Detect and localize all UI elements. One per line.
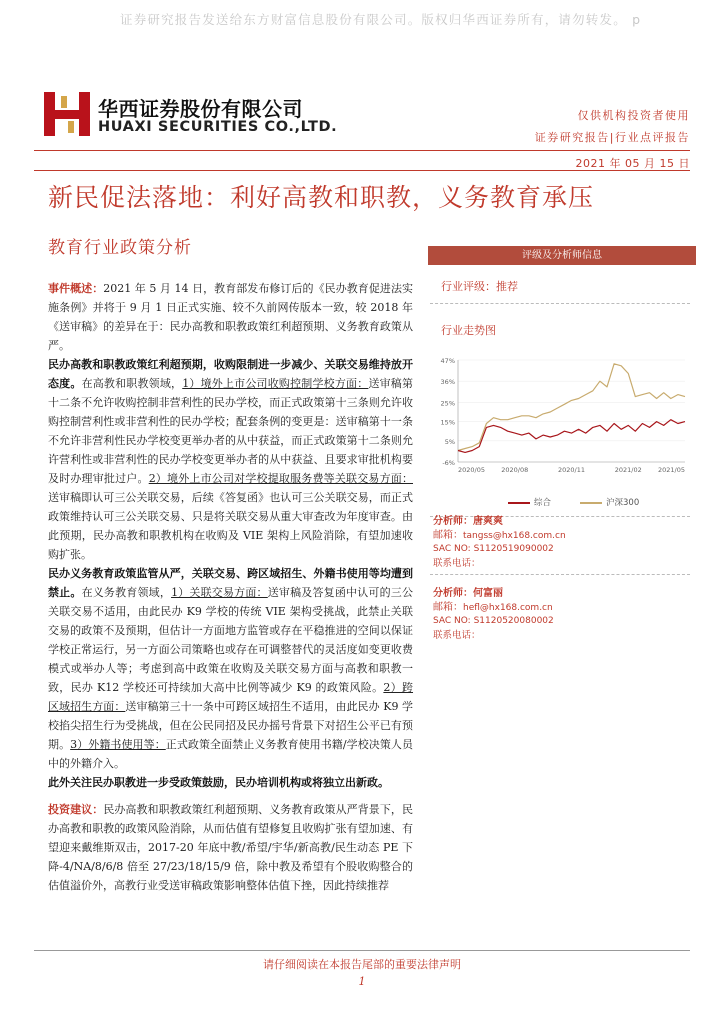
legend-swatch-composite — [508, 502, 530, 504]
compulsory-education-paragraph — [48, 564, 413, 773]
series-line-composite — [458, 420, 685, 453]
compulsory-education-heading: 民办义务教育政策监管从严，关联交易、跨区域招生、外籍书使用等均遭到禁止。 — [48, 567, 413, 599]
vocational-note-paragraph — [48, 773, 413, 792]
x-tick-label: 2021/05 — [657, 466, 685, 474]
sac-label: SAC NO: — [433, 544, 471, 554]
event-summary-label: 事件概述： — [48, 282, 104, 295]
footer-divider — [34, 950, 690, 951]
industry-trend-chart — [430, 352, 690, 482]
legend-label-hs300: 沪深300 — [606, 498, 640, 508]
body-text: 送审稿第三十一条中可跨区域招生不适用，由此民办 K9 学校掐尖招生行为受挑战，但在公民同招及民办摇号背景下对招生公平已有预期。 — [48, 700, 413, 751]
y-tick-label: 25% — [440, 399, 455, 408]
vocational-note: 此外关注民办职教进一步受政策鼓励，民办培训机构或将独立出新政。 — [48, 776, 389, 789]
analyst-block-2 — [433, 587, 554, 642]
y-tick-label: 5% — [444, 437, 455, 446]
analyst-sac-no: S1120519090002 — [473, 544, 554, 554]
body-text: 在义务教育领域， — [81, 586, 172, 599]
y-tick-label: 36% — [440, 378, 455, 387]
body-text: 在高教和职教领域， — [81, 377, 183, 390]
page-number: 1 — [358, 975, 366, 988]
investment-advice-label: 投资建议： — [48, 803, 104, 816]
company-name-en: HUAXI SECURITIES CO.,LTD. — [98, 119, 338, 135]
y-tick-label: 15% — [440, 418, 455, 427]
analyst-label: 分析师： — [433, 516, 473, 527]
report-type: 证券研究报告|行业点评报告 — [534, 131, 690, 144]
analyst-block-1 — [433, 515, 566, 570]
phone-label: 联系电话： — [433, 629, 481, 641]
body-text: 送审稿第十二条不允许收购控制非营利性的民办学校，而正式政策第十三条则允许收购控制营利性或非营利性的民办学校；配套条例的变更是：送审稿第十一条不允许非营利性民办学校变更举办者的从中获益，而正式政策第十二条则允许营利性或非营利性的民办学校变更举办者的从中获益、且要求审批机构要及时办理审批过户。 — [48, 377, 413, 485]
body-text: 正式政策全面禁止义务教育使用书籍/学校决策人员中的外籍介入。 — [48, 738, 413, 770]
analyst-name: 唐爽爽 — [473, 516, 503, 527]
analyst-sac-no: S1120520080002 — [473, 616, 554, 626]
x-tick-label: 2020/08 — [501, 466, 529, 474]
y-tick-label: -6% — [442, 459, 455, 467]
report-date: 2021 年 05 月 15 日 — [575, 157, 690, 170]
foreign-books-subheading: 3）外籍书使用等： — [70, 738, 166, 751]
huaxi-logo-icon — [44, 92, 90, 136]
chart-legend — [430, 496, 690, 516]
report-subtitle: 教育行业政策分析 — [48, 238, 192, 258]
panel-divider — [430, 303, 690, 304]
investment-advice-text: 民办高教和职教政策红利超预期、义务教育政策从严背景下，民办高教和职教的政策风险消除，从而估值有望修复且收购扩张有望加速、有望迎来戴维斯双击，2017-20 年底中教/希望/宇华/新高教/民生动态 PE 下降-4/NA/8/6/8 倍至 27/23/18/15/9 倍，除中教及希望有个股收购整合的估值溢价外，高教行业受送审稿政策影响整体估值下挫，因此持续推荐 — [48, 803, 413, 892]
analyst-email[interactable]: tangss@hx168.com.cn — [463, 530, 566, 541]
event-summary-paragraph — [48, 279, 413, 355]
email-label: 邮箱： — [433, 601, 463, 613]
analyst-email[interactable]: hefl@hx168.com.cn — [463, 602, 553, 613]
x-tick-label: 2020/05 — [458, 466, 486, 474]
trend-chart-label: 行业走势图 — [441, 324, 496, 337]
higher-vocational-heading: 民办高教和职教政策红利超预期，收购限制进一步减少、关联交易维持放开态度。 — [48, 358, 413, 390]
header-divider — [34, 150, 690, 151]
rating-label: 行业评级： — [441, 280, 496, 293]
legend-label-composite: 综合 — [534, 498, 552, 508]
rating-value: 推荐 — [496, 280, 518, 293]
cross-region-subheading: 2）跨区域招生方面： — [48, 681, 414, 713]
audience-note: 仅供机构投资者使用 — [577, 109, 690, 122]
watermark-text: 证券研究报告发送给东方财富信息股份有限公司。版权归华西证券所有，请勿转发。 p — [120, 12, 642, 27]
date-divider — [34, 170, 690, 171]
report-body — [48, 279, 413, 895]
series-line-hs300 — [458, 364, 685, 451]
legal-notice: 请仔细阅读在本报告尾部的重要法律声明 — [263, 958, 461, 971]
body-text: 送审稿及答复函中认可的三公关联交易不适用，由此民办 K9 学校的传统 VIE 架构受挑战，此禁止关联交易的政策不及预期，但估计一方面地方监管或存在平稳推进的空间以保证学校正常运行，另一方面公司策略也或存在可调整替代的灵活度如变更收费模式或举办人等；考虑到高中政策在收购及关联交易方面与高教和职教一致，民办 K12 学校还可持续加大高中比例等减少 K9 的政策风险。 — [48, 586, 413, 694]
sac-label: SAC NO: — [433, 616, 471, 626]
analyst-divider — [430, 574, 690, 575]
k9-related-transaction-subheading: 1）关联交易方面： — [171, 586, 268, 599]
phone-label: 联系电话： — [433, 557, 481, 569]
legend-swatch-hs300 — [580, 502, 602, 504]
company-name-cn: 华西证券股份有限公司 — [98, 97, 303, 121]
y-tick-label: 47% — [440, 357, 455, 365]
x-tick-label: 2021/02 — [614, 466, 642, 474]
higher-vocational-paragraph — [48, 355, 413, 564]
acquisition-subheading: 1）境外上市公司收购控制学校方面： — [182, 377, 369, 390]
investment-advice-paragraph — [48, 800, 413, 895]
email-label: 邮箱： — [433, 529, 463, 541]
legend-item-hs300 — [580, 496, 639, 510]
related-transaction-subheading: 2）境外上市公司对学校提取服务费等关联交易方面： — [148, 472, 413, 485]
report-title: 新民促法落地：利好高教和职教，义务教育承压 — [48, 183, 595, 212]
legend-item-composite — [508, 496, 551, 510]
analyst-label: 分析师： — [433, 588, 473, 599]
rating-analyst-panel-header: 评级及分析师信息 — [428, 246, 696, 265]
event-summary-text: 2021 年 5 月 14 日，教育部发布修订后的《民办教育促进法实施条例》并将于 9 月 1 日正式实施、较不久前网传版本一致，较 2018 年《送审稿》的差异在于：民办高教和职教政策红利超预期、义务教育政策从严。 — [48, 282, 413, 352]
body-text: 送审稿即认可三公关联交易，后续《答复函》也认可三公关联交易，而正式政策维持认可三公关联交易、只是将关联交易从重大审查改为年度审查。由此预期，民办高教和职教机构在收购及 VIE 架构上风险消除，有望加速收购扩张。 — [48, 491, 413, 561]
industry-rating — [441, 278, 518, 294]
x-tick-label: 2020/11 — [557, 466, 586, 474]
analyst-name: 何富丽 — [473, 588, 503, 599]
